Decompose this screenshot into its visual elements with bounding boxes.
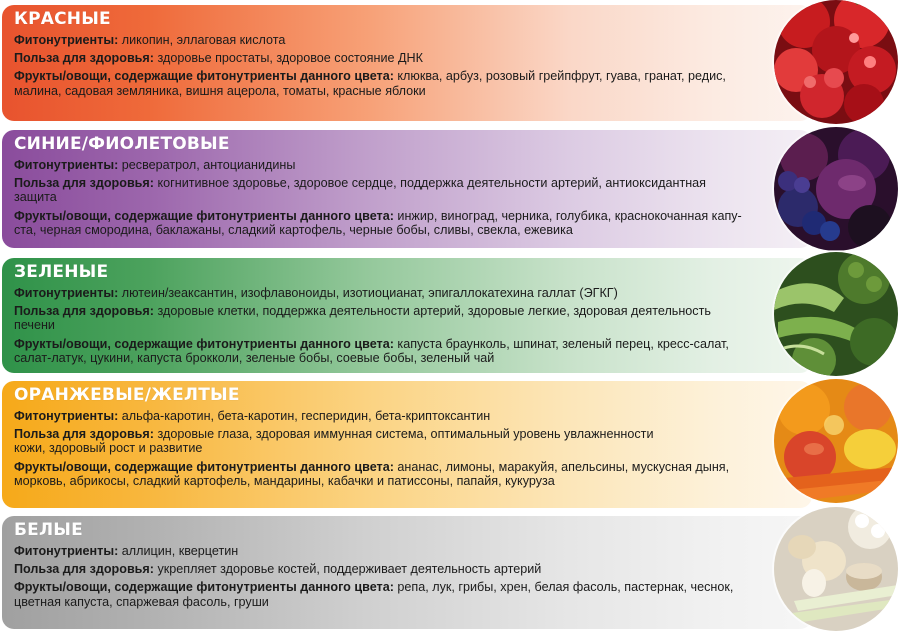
benefit-value-line1: здоровые клетки, поддержка деятельности артерий, здоровые легкие, здоровая деятельность [157,304,711,319]
orange-fruits-photo [774,379,898,503]
benefit-value-line1: здоровые глаза, здоровая иммунная система, оптимальный уровень увлажненности [157,427,654,442]
foods-value-line2: малина, садовая земляника, вишня ацерола, томаты, красные яблоки [14,83,426,98]
foods-row-purple [14,209,772,237]
benefit-value: здоровье простаты, здоровое состояние ДНК [157,51,423,66]
benefit-row-green [14,304,772,332]
foods-label: Фрукты/овощи, содержащие фитонутриенты данного цвета: [14,459,394,474]
section-orange [2,381,812,508]
phytonutrients-label: Фитонутриенты: [14,286,119,300]
section-white [2,516,812,629]
phytonutrients-label: Фитонутриенты: [14,158,119,172]
phytonutrients-value: ликопин, эллаговая кислота [121,33,286,47]
phytonutrients-value: альфа-каротин, бета-каротин, гесперидин, бета-криптоксантин [121,409,491,423]
foods-value-line1: капуста браунколь, шпинат, зеленый перец, кресс-салат, [397,336,729,351]
benefit-label: Польза для здоровья: [14,304,154,319]
phytonutrients-label: Фитонутриенты: [14,33,119,47]
section-title-white: БЕЛЫЕ [14,520,83,540]
benefit-value: укрепляет здоровье костей, поддерживает деятельность артерий [157,562,542,577]
foods-label: Фрукты/овощи, содержащие фитонутриенты данного цвета: [14,208,394,223]
benefit-row-red [14,51,772,65]
benefit-value-line2: печени [14,318,55,333]
foods-value-line1: ананас, лимоны, маракуйя, апельсины, мускусная дыня, [397,459,730,474]
phytonutrients-value: лютеин/зеаксантин, изофлавоноиды, изотиоцианат, эпигаллокатехина галлат (ЭГКГ) [121,286,618,300]
foods-label: Фрукты/овощи, содержащие фитонутриенты данного цвета: [14,336,394,351]
benefit-value-line2: защита [14,190,57,205]
benefit-label: Польза для здоровья: [14,562,154,577]
foods-row-red [14,69,772,97]
foods-row-orange [14,460,772,488]
phytonutrients-value: ресвератрол, антоцианидины [121,158,296,172]
phytonutrients-label: Фитонутриенты: [14,544,119,558]
benefit-value-line1: когнитивное здоровье, здоровое сердце, поддержка деятельности артерий, антиоксидантная [157,176,706,191]
foods-value-line1: репа, лук, грибы, хрен, белая фасоль, пастернак, чеснок, [397,580,734,595]
purple-berries-and-plums-photo [774,127,898,251]
section-title-purple: СИНИЕ/ФИОЛЕТОВЫЕ [14,134,230,154]
foods-value-line2: цветная капуста, спаржевая фасоль, груши [14,594,269,609]
benefit-row-orange [14,427,772,455]
section-title-orange: ОРАНЖЕВЫЕ/ЖЕЛТЫЕ [14,385,240,405]
white-vegetables-photo [774,507,898,631]
phytonutrients-row-green [14,286,772,300]
phytonutrients-row-orange [14,409,772,423]
benefit-label: Польза для здоровья: [14,427,154,442]
red-berries-and-tomatoes-photo [774,0,898,124]
section-red [2,5,812,121]
foods-value-line2: салат-латук, цукини, капуста брокколи, зеленые бобы, соевые бобы, зеленый чай [14,350,495,365]
phytonutrients-value: аллицин, кверцетин [121,544,239,558]
phytonutrients-row-white [14,544,772,558]
foods-value-line2: морковь, абрикосы, сладкий картофель, мандарины, кабачки и патиссоны, папайя, кукуруза [14,473,555,488]
benefit-label: Польза для здоровья: [14,51,154,66]
foods-value-line1: инжир, виноград, черника, голубика, краснокочанная капу- [397,208,742,223]
foods-row-green [14,337,772,365]
foods-value-line1: клюква, арбуз, розовый грейпфрут, гуава, гранат, редис, [397,69,726,84]
foods-label: Фрукты/овощи, содержащие фитонутриенты данного цвета: [14,580,394,595]
phytonutrients-label: Фитонутриенты: [14,409,119,423]
foods-label: Фрукты/овощи, содержащие фитонутриенты данного цвета: [14,69,394,84]
foods-value-line2: ста, черная смородина, баклажаны, сладкий картофель, черные бобы, сливы, свекла, ежевика [14,222,573,237]
phytonutrients-row-purple [14,158,772,172]
benefit-label: Польза для здоровья: [14,176,154,191]
green-vegetables-photo [774,252,898,376]
benefit-value-line2: кожи, здоровый рост и развитие [14,441,203,456]
benefit-row-purple [14,176,772,204]
section-purple [2,130,812,248]
section-title-green: ЗЕЛЕНЫЕ [14,262,109,282]
section-title-red: КРАСНЫЕ [14,9,111,29]
foods-row-white [14,580,772,608]
phytonutrients-row-red [14,33,772,47]
benefit-row-white [14,562,772,576]
section-green [2,258,812,373]
